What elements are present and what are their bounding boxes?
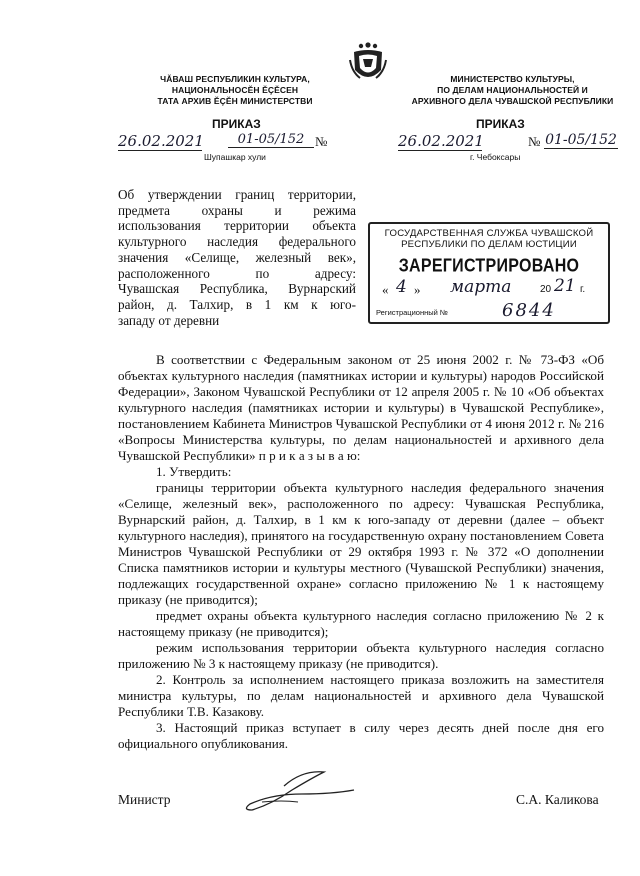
stamp-date-row: [370, 276, 608, 302]
subject-line: Чувашская Республика, Вурнарский: [118, 281, 356, 297]
order-title-left: ПРИКАЗ: [212, 117, 261, 131]
place-left: Шупашкар хули: [204, 152, 266, 162]
stamp-year-suffix: 21: [554, 276, 576, 296]
subject-line: предмета охраны и режима: [118, 202, 356, 218]
subject-line: использования территории объекта: [118, 218, 356, 234]
handwritten-signature: [232, 764, 362, 816]
emblem-icon: [348, 38, 388, 84]
header-left-line1: ЧĂВАШ РЕСПУБЛИКИН КУЛЬТУРА,: [160, 74, 310, 84]
stamp-reg-row: [370, 302, 608, 322]
body-paragraph: границы территории объекта культурного наследия федерального значения «Селище, железный век», расположенного по адресу: Чувашская Республика, Вурнарский район, д. Талхир, в 1 км к юго-западу от деревни (далее – объект культурного наследия), принятого на государственную охрану постановлением Совета Министров Чувашской Республики от 29 октября 1993 г. № 372 «О дополнении Списка памятников истории и культуры местного (Чувашской Республики) значения, подлежащих государственной охране» согласно приложению № 1 к настоящему приказу (не приводится);: [118, 480, 604, 607]
order-number-left: 01-05/152: [228, 132, 314, 148]
number-sign-right: №: [528, 134, 541, 149]
subject-line: расположенного по адресу:: [118, 265, 356, 281]
subject-line: культурного наследия федерального: [118, 234, 356, 250]
header-right-line2: ПО ДЕЛАМ НАЦИОНАЛЬНОСТЕЙ И: [437, 85, 588, 95]
stamp-agency-line1: ГОСУДАРСТВЕННАЯ СЛУЖБА ЧУВАШСКОЙ: [384, 228, 594, 239]
subject-line: район, д. Талхир, в 1 км к юго-: [118, 296, 356, 312]
body-paragraph: 3. Настоящий приказ вступает в силу через десять дней после дня его официального опубликования.: [118, 720, 604, 751]
body-paragraph: 2. Контроль за исполнением настоящего приказа возложить на заместителя министра культуры, по делам национальностей и архивного дела Чувашской Республики Т.В. Казакову.: [118, 672, 604, 719]
ministry-header-chuvash: [140, 74, 330, 107]
header-right-line3: АРХИВНОГО ДЕЛА ЧУВАШСКОЙ РЕСПУБЛИКИ: [411, 96, 614, 106]
stamp-reg-number: 6844: [502, 300, 556, 321]
subject-line: западу от деревни: [118, 312, 220, 328]
header-right-line1: МИНИСТЕРСТВО КУЛЬТУРЫ,: [450, 74, 575, 84]
place-right: г. Чебоксары: [470, 152, 521, 162]
signer-name: С.А. Каликова: [516, 792, 599, 807]
subject-line: Об утверждении границ территории,: [118, 187, 356, 202]
stamp-quote-close: »: [414, 282, 421, 297]
order-subject: [118, 187, 356, 328]
header-left-line3: ТАТА АРХИВ ĔÇĔН МИНИСТЕРСТВИ: [157, 96, 313, 106]
stamp-year-prefix: 20: [540, 284, 552, 295]
stamp-reg-label: Регистрационный №: [376, 308, 448, 317]
header-left-line2: НАЦИОНАЛЬНОСĔН ĔÇĔСЕН: [171, 85, 299, 95]
signer-position: Министр: [118, 792, 171, 807]
stamp-year-unit: г.: [580, 284, 586, 295]
stamp-registered-label: ЗАРЕГИСТРИРОВАНО: [398, 256, 580, 277]
body-paragraph: режим использования территории объекта культурного наследия согласно приложению № 3 к настоящему приказу (не приводится).: [118, 640, 604, 671]
order-date-right: 26.02.2021: [398, 132, 484, 150]
number-sign-left: №: [315, 134, 328, 149]
order-number-right: 01-05/152: [545, 132, 617, 148]
body-paragraph: В соответствии с Федеральным законом от 25 июня 2002 г. № 73-ФЗ «Об объектах культурного наследия (памятниках истории и культуры) народов Российской Федерации», Законом Чувашской Республики от 12 апреля 2005 г. № 10 «Об объектах культурного наследия (памятниках истории и культуры) в Чувашской Республике», постановлением Кабинета Министров Чувашской Республики от 4 июня 2012 г. № 216 «Вопросы Министерства культуры, по делам национальностей и архивного дела Чувашской Республики» п р и к а з ы в а ю:: [118, 352, 604, 463]
order-body: [118, 352, 604, 752]
order-date-left: 26.02.2021: [118, 132, 204, 150]
ministry-header-russian: [405, 74, 620, 107]
body-paragraph: предмет охраны объекта культурного наследия согласно приложению № 2 к настоящему приказу (не приводится);: [118, 608, 604, 639]
order-title-right: ПРИКАЗ: [476, 117, 525, 131]
registration-stamp: [368, 222, 610, 324]
stamp-quote-open: «: [382, 282, 389, 297]
stamp-day: 4: [396, 277, 407, 297]
body-paragraph: 1. Утвердить:: [156, 464, 232, 479]
stamp-agency-line2: РЕСПУБЛИКИ ПО ДЕЛАМ ЮСТИЦИИ: [401, 239, 577, 250]
subject-line: значения «Селище, железный век»,: [118, 249, 356, 265]
stamp-month: марта: [450, 277, 512, 297]
